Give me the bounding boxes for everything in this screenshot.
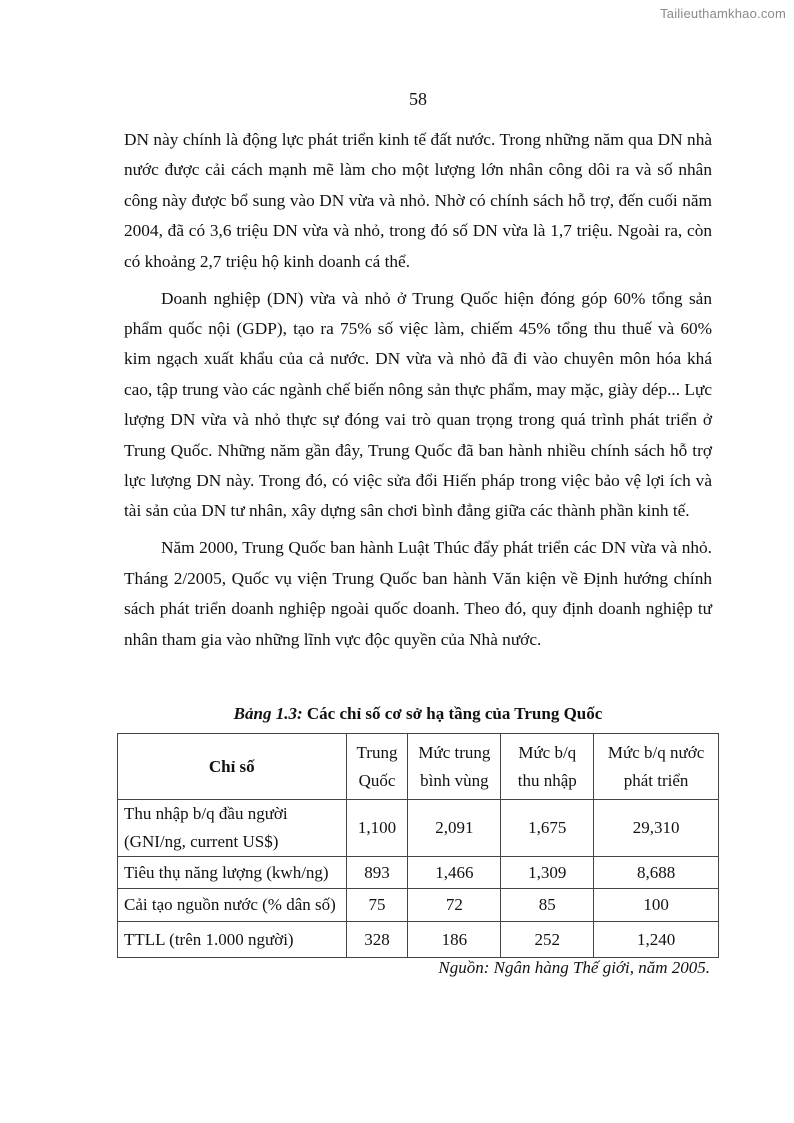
- cell-trung-quoc: 1,100: [346, 800, 408, 857]
- header-muc-trung-binh-vung-line1: Mức trung: [418, 742, 491, 762]
- cell-trung-quoc: 75: [346, 889, 408, 922]
- header-muc-phat-trien-line2: phát triển: [623, 770, 689, 790]
- cell-muc-trung-binh-vung: 186: [408, 922, 501, 958]
- cell-muc-phat-trien: 8,688: [594, 857, 719, 889]
- row-label: [118, 800, 347, 857]
- header-muc-thu-nhap: [501, 734, 594, 800]
- table-row: [118, 857, 719, 889]
- table-source-note: Nguồn: Ngân hàng Thế giới, năm 2005.: [438, 958, 710, 977]
- row-label: TTLL (trên 1.000 người): [118, 922, 347, 958]
- row-label-line2: (GNI/ng, current US$): [124, 832, 279, 851]
- header-muc-thu-nhap-line1: Mức b/q: [518, 742, 577, 762]
- header-chi-so: Chỉ số: [118, 734, 347, 800]
- cell-trung-quoc: 328: [346, 922, 408, 958]
- header-muc-phat-trien-line1: Mức b/q nước: [607, 742, 705, 762]
- header-muc-thu-nhap-line2: thu nhập: [517, 770, 577, 790]
- header-muc-trung-binh-vung: [408, 734, 501, 800]
- body-text: [124, 125, 712, 661]
- cell-muc-thu-nhap: 1,675: [501, 800, 594, 857]
- header-muc-trung-binh-vung-line2: bình vùng: [420, 770, 489, 790]
- paragraph-3: Năm 2000, Trung Quốc ban hành Luật Thúc đẩy phát triển các DN vừa và nhỏ. Tháng 2/2005, Quốc vụ viện Trung Quốc ban hành Văn kiện về Định hướng chính sách phát triển doanh nghiệp ngoài quốc doanh. Theo đó, quy định doanh nghiệp tư nhân tham gia vào những lĩnh vực độc quyền của Nhà nước.: [124, 538, 712, 649]
- table-header-row: [118, 734, 719, 800]
- cell-muc-trung-binh-vung: 1,466: [408, 857, 501, 889]
- cell-muc-thu-nhap: 252: [501, 922, 594, 958]
- table-caption-label: Bảng 1.3:: [233, 704, 303, 723]
- cell-muc-thu-nhap: 85: [501, 889, 594, 922]
- cell-muc-thu-nhap: 1,309: [501, 857, 594, 889]
- header-trung-quoc: [346, 734, 408, 800]
- cell-muc-phat-trien: 29,310: [594, 800, 719, 857]
- cell-trung-quoc: 893: [346, 857, 408, 889]
- page-number: 58: [409, 89, 427, 109]
- paragraph-1: DN này chính là động lực phát triển kinh tế đất nước. Trong những năm qua DN nhà nước được cải cách mạnh mẽ làm cho một lượng lớn nhân công dôi ra và số nhân công này được bổ sung vào DN vừa và nhỏ. Nhờ có chính sách hỗ trợ, đến cuối năm 2004, đã có 3,6 triệu DN vừa và nhỏ, trong đó số DN vừa là 1,7 triệu. Ngoài ra, còn có khoảng 2,7 triệu hộ kinh doanh cá thể.: [124, 130, 712, 271]
- cell-muc-trung-binh-vung: 72: [408, 889, 501, 922]
- header-muc-phat-trien: [594, 734, 719, 800]
- header-trung-quoc-line2: Quốc: [358, 770, 396, 790]
- table-row: [118, 889, 719, 922]
- table-row: [118, 922, 719, 958]
- table-caption-title: Các chỉ số cơ sở hạ tầng của Trung Quốc: [306, 704, 603, 723]
- row-label-line1: Thu nhập b/q đầu người: [124, 804, 288, 823]
- header-trung-quoc-line1: Trung: [356, 742, 398, 762]
- row-label: Tiêu thụ năng lượng (kwh/ng): [118, 857, 347, 889]
- infrastructure-table: [117, 733, 719, 958]
- row-label: Cải tạo nguồn nước (% dân số): [118, 889, 347, 922]
- watermark: Tailieuthamkhao.com: [660, 6, 786, 21]
- cell-muc-trung-binh-vung: 2,091: [408, 800, 501, 857]
- table-row: [118, 800, 719, 857]
- cell-muc-phat-trien: 100: [594, 889, 719, 922]
- table-caption: [0, 704, 794, 724]
- cell-muc-phat-trien: 1,240: [594, 922, 719, 958]
- paragraph-2: Doanh nghiệp (DN) vừa và nhỏ ở Trung Quốc hiện đóng góp 60% tổng sản phẩm quốc nội (GDP), tạo ra 75% số việc làm, chiếm 45% tổng thu thuế và 60% kim ngạch xuất khẩu của cả nước. DN vừa và nhỏ đã đi vào chuyên môn hóa khá cao, tập trung vào các ngành chế biến nông sản thực phẩm, may mặc, giày dép... Lực lượng DN vừa và nhỏ thực sự đóng vai trò quan trọng trong quá trình phát triển ở Trung Quốc. Những năm gần đây, Trung Quốc đã ban hành nhiều chính sách hỗ trợ lực lượng DN này. Trong đó, có việc sửa đổi Hiến pháp trong việc bảo vệ lợi ích và tài sản của DN tư nhân, xây dựng sân chơi bình đẳng giữa các thành phần kinh tế.: [124, 288, 712, 521]
